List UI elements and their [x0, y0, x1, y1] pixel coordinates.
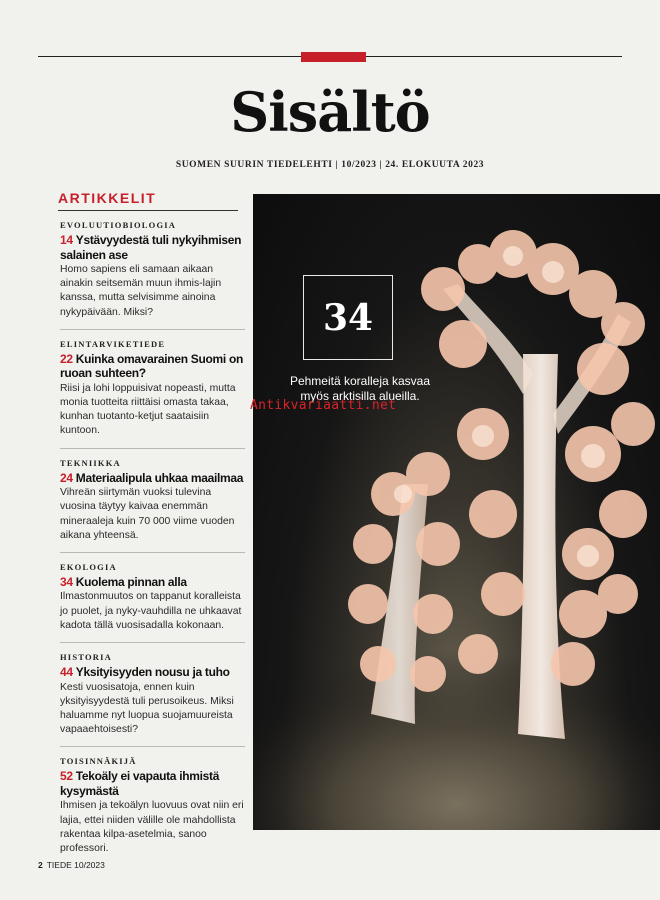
article-description: Kesti vuosisatoja, ennen kuin yksityisyydestä tuli perusoikeus. Miksi haluamme nyt luopua suojamuureista vapaaehtoisesti?	[60, 681, 234, 736]
article-title: Kuinka omavarainen Suomi on ruoan suhteen?	[60, 351, 244, 381]
article-headline[interactable]	[60, 233, 245, 262]
red-accent-bar	[301, 52, 366, 62]
article-description: Riisi ja lohi loppuisivat nopeasti, mutta monia tuotteita riittäisi omasta takaa, kunhan tuotanto-ketjut saataisiin kuntoon.	[60, 382, 236, 437]
article-description: Ihmisen ja tekoälyn luovuus ovat niin eri lajia, ettei niiden välille ole mahdollista rakentaa kilpa-asetelmia, sanoo professori.	[60, 800, 244, 854]
page-title: Sisältö	[230, 80, 430, 144]
article-description: Homo sapiens eli samaan aikaan ainakin seitsemän muun ihmis-lajin kanssa, mutta selvisimme ainoina nykypäivään. Miksi?	[60, 264, 222, 318]
article-page-number: 24	[60, 470, 73, 485]
watermark-text: Antikvariaatti.net	[250, 398, 397, 413]
article-headline[interactable]	[60, 352, 245, 381]
article-title: Tekoäly ei vapauta ihmistä kysymästä	[60, 769, 220, 798]
article-title: Materiaalipula uhkaa maailmaa	[75, 470, 244, 485]
article-entry[interactable]	[60, 552, 245, 633]
article-entry[interactable]	[60, 642, 245, 737]
footer-magazine: TIEDE 10/2023	[46, 860, 105, 870]
article-description: Ilmastonmuutos on tappanut koralleista jo puolet, ja nyky-vauhdilla ne uhkaavat kadota tällä vuosisadalla kokonaan.	[60, 591, 242, 631]
article-category: TOISINNÄKIJÄ	[60, 756, 137, 767]
article-headline[interactable]	[60, 769, 245, 798]
article-title: Kuolema pinnan alla	[75, 574, 187, 589]
article-category: EVOLUUTIOBIOLOGIA	[60, 220, 177, 230]
articles-heading: ARTIKKELIT	[58, 190, 238, 211]
coral-photo	[253, 194, 660, 830]
article-entry[interactable]	[60, 329, 245, 439]
article-title: Ystävyydestä tuli nykyihmisen salainen ase	[60, 233, 242, 262]
article-page-number: 14	[60, 233, 73, 247]
photo-page-number: 34	[303, 275, 393, 360]
page-footer	[38, 860, 105, 870]
article-headline[interactable]	[60, 575, 245, 590]
footer-page-number: 2	[38, 860, 43, 870]
article-entry[interactable]	[60, 448, 245, 543]
article-category: TEKNIIKKA	[60, 457, 121, 468]
issue-subtitle: SUOMEN SUURIN TIEDELEHTI | 10/2023 | 24. ELOKUUTA 2023	[175, 160, 485, 170]
article-page-number: 44	[60, 665, 73, 680]
article-list	[60, 220, 245, 856]
articles-column	[60, 190, 245, 856]
article-page-number: 34	[60, 574, 73, 589]
article-description: Vihreän siirtymän vuoksi tulevina vuosina täytyy kaivaa enemmän mineraaleja kuin 70 000 viime vuoden aikana yhteensä.	[60, 487, 235, 541]
article-entry[interactable]	[60, 746, 245, 856]
photo-caption: Pehmeitä koralleja kasvaa myös arktisilla alueilla.	[289, 374, 431, 403]
article-title: Yksityisyyden nousu ja tuho	[75, 665, 230, 680]
article-category: HISTORIA	[60, 652, 112, 663]
article-entry[interactable]	[60, 220, 245, 320]
article-page-number: 22	[60, 351, 73, 366]
article-headline[interactable]	[60, 665, 245, 680]
article-category: ELINTARVIKETIEDE	[60, 338, 166, 349]
article-headline[interactable]	[60, 471, 245, 486]
article-category: EKOLOGIA	[60, 561, 117, 572]
article-page-number: 52	[60, 769, 73, 784]
